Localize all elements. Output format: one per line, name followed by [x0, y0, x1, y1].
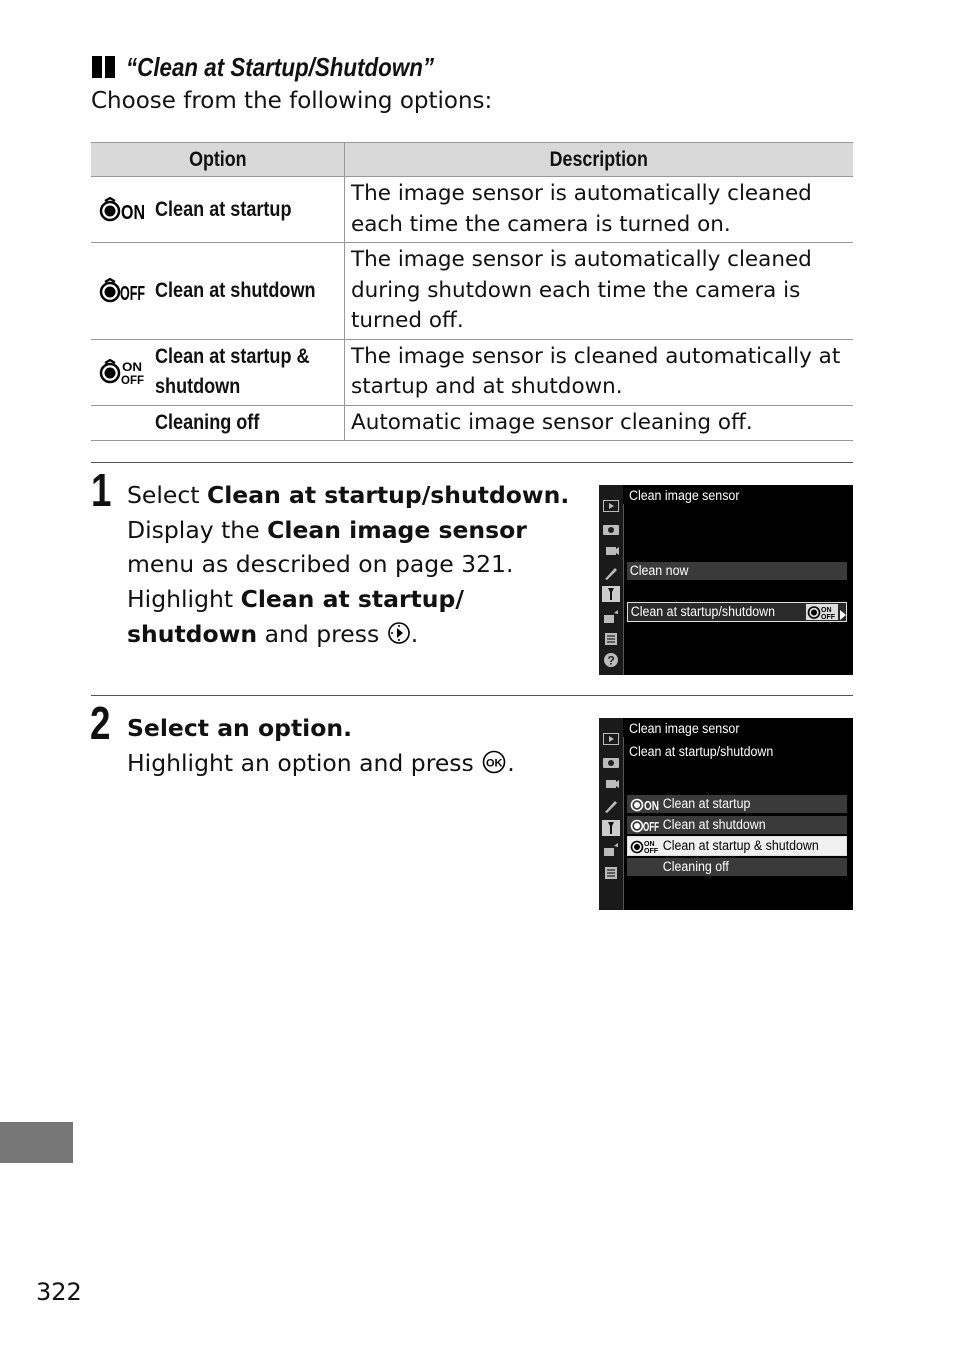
playback-icon	[602, 731, 620, 747]
table-row	[91, 405, 853, 441]
pencil-icon	[602, 798, 620, 814]
svg-text:ON: ON	[821, 607, 832, 614]
my-menu-icon	[602, 631, 620, 647]
svg-text:OFF: OFF	[821, 614, 835, 621]
menu-item-clean-now[interactable]: Clean now	[627, 562, 847, 580]
clean-off-icon	[91, 278, 147, 304]
description-cell: The image sensor is cleaned automatically at startup and at shutdown.	[345, 339, 854, 405]
option-label: Clean at startup & shutdown	[155, 345, 310, 398]
option-cell	[91, 177, 345, 243]
option-cell	[91, 405, 345, 441]
menu-sidebar	[599, 485, 623, 675]
menu-item-cleaning-off[interactable]: Cleaning off	[627, 858, 847, 876]
menu-item-clean-at-startup[interactable]: ON Clean at startup	[627, 795, 847, 813]
retouch-icon	[602, 609, 620, 625]
header-description: Description	[345, 143, 854, 177]
svg-text:ON: ON	[644, 798, 659, 813]
option-label: Clean at startup	[155, 197, 292, 221]
option-label: Clean at shutdown	[155, 278, 316, 302]
wrench-icon	[602, 820, 620, 836]
playback-icon	[602, 498, 620, 514]
ok-button-icon	[481, 749, 507, 784]
option-label: Cleaning off	[155, 410, 260, 434]
table-row	[91, 339, 853, 405]
camera-icon	[602, 754, 620, 770]
clean-on-icon	[630, 796, 660, 812]
camera-screen-clean-at-startup-shutdown	[599, 718, 853, 910]
description-cell: The image sensor is automatically cleaned each time the camera is turned on.	[345, 177, 854, 243]
table-row	[91, 177, 853, 243]
svg-text:?: ?	[607, 653, 615, 668]
chevron-right-icon	[840, 607, 846, 625]
clean-on-off-icon	[91, 357, 147, 387]
step-number: 2	[90, 697, 111, 749]
intro-text: Choose from the following options:	[91, 88, 493, 114]
heading-marker	[105, 56, 115, 78]
heading-marker	[92, 56, 102, 78]
svg-text:ON: ON	[122, 360, 142, 374]
menu-item-clean-at-shutdown[interactable]: OFF Clean at shutdown	[627, 816, 847, 834]
menu-sidebar	[599, 718, 623, 910]
step-number: 1	[91, 464, 112, 516]
option-cell	[91, 339, 345, 405]
step-divider	[91, 695, 853, 696]
page-number: 322	[36, 1278, 82, 1306]
clean-on-icon	[91, 197, 147, 223]
pencil-icon	[602, 565, 620, 581]
section-heading	[92, 50, 484, 84]
clean-off-icon	[630, 817, 660, 833]
svg-text:ON: ON	[121, 201, 145, 224]
heading-title: “Clean at Startup/Shutdown”	[126, 51, 435, 82]
svg-text:ON: ON	[644, 841, 655, 848]
screen-title: Clean image sensor	[629, 488, 740, 503]
screen-subtitle: Clean at startup/shutdown	[629, 744, 774, 759]
header-option: Option	[91, 143, 345, 177]
svg-text:OK: OK	[486, 757, 503, 770]
options-table	[91, 142, 853, 441]
svg-text:OFF: OFF	[121, 373, 144, 387]
option-cell	[91, 243, 345, 340]
step2-instructions: Select an option. Highlight an option and press OK .	[127, 711, 515, 783]
multi-selector-right-icon	[387, 620, 411, 655]
step1-instructions: Select Clean at startup/shutdown. Display the Clean image sensor menu as described on page 321. Highlight Clean at startup/ shutdown and press .	[127, 478, 569, 655]
movie-icon	[602, 776, 620, 792]
clean-on-off-icon	[806, 604, 838, 620]
camera-screen-clean-image-sensor	[599, 485, 853, 675]
screen-title: Clean image sensor	[629, 721, 740, 736]
svg-text:OFF: OFF	[644, 848, 658, 855]
description-cell: The image sensor is automatically cleaned during shutdown each time the camera is turned off.	[345, 243, 854, 340]
retouch-icon	[602, 842, 620, 858]
my-menu-icon	[602, 865, 620, 881]
svg-text:OFF: OFF	[643, 819, 660, 834]
description-cell: Automatic image sensor cleaning off.	[345, 405, 854, 441]
svg-text:OFF: OFF	[120, 282, 145, 305]
table-row	[91, 243, 853, 340]
camera-icon	[602, 521, 620, 537]
clean-on-off-icon	[630, 838, 660, 854]
menu-item-clean-at-startup-and-shutdown[interactable]: ON OFF Clean at startup & shutdown	[627, 836, 847, 856]
step-divider	[91, 462, 853, 463]
menu-item-clean-at-startup-shutdown[interactable]: Clean at startup/shutdown ON OFF	[627, 602, 847, 622]
table-header-row	[91, 143, 853, 177]
help-icon	[602, 652, 620, 668]
chapter-tab	[0, 1122, 73, 1163]
wrench-icon	[602, 586, 620, 602]
movie-icon	[602, 543, 620, 559]
